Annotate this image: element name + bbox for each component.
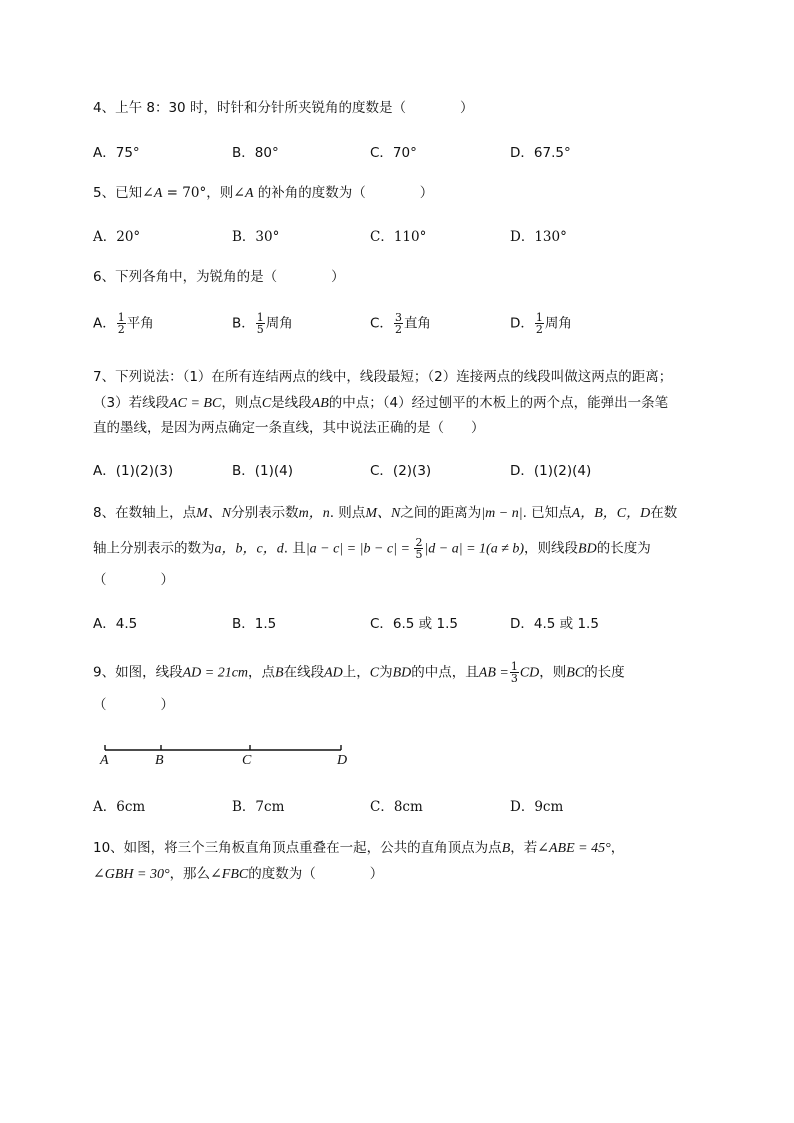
q7-segment: AB bbox=[311, 396, 329, 411]
q10-equation: ∠GBH = 30° bbox=[93, 867, 170, 882]
option-text: 平角 bbox=[126, 315, 154, 332]
q5-option-a: A．20° bbox=[93, 229, 141, 245]
q8-vars: a，b，c，d bbox=[214, 541, 284, 557]
q8-points: M、N bbox=[365, 506, 401, 521]
q8-text: 8、在数轴上，点 bbox=[93, 505, 197, 521]
q8-option-c: C．6.5 或 1.5 bbox=[370, 616, 458, 632]
q9-point: C bbox=[369, 665, 380, 681]
q8-text: 轴上分别表示的数为 bbox=[93, 540, 215, 557]
q6-option-b bbox=[232, 312, 293, 335]
q5-option-c: C．110° bbox=[370, 229, 427, 245]
q7-line-3: 直的墨线，是因为两点确定一条直线，其中说法正确的是（ ） bbox=[93, 420, 485, 436]
q9-option-d: D．9cm bbox=[510, 799, 564, 815]
q9-option-a: A．6cm bbox=[93, 799, 146, 815]
q6-stem: 6、下列各角中，为锐角的是（ ） bbox=[93, 269, 345, 285]
q5-option-b: B．30° bbox=[232, 229, 280, 245]
fraction bbox=[117, 312, 126, 335]
q10-text: 的度数为（ ） bbox=[248, 866, 384, 882]
q9-text: 在线段 bbox=[283, 664, 325, 681]
option-letter: A． bbox=[93, 315, 116, 332]
q6-option-a bbox=[93, 312, 154, 335]
fraction-numerator: 1 bbox=[510, 660, 518, 673]
q5-angle: ∠A bbox=[233, 186, 254, 201]
q4-option-c: C．70° bbox=[370, 145, 417, 161]
q9-segment: BD bbox=[392, 665, 412, 681]
q9-option-b: B．7cm bbox=[232, 799, 285, 815]
fraction-denominator: 2 bbox=[117, 323, 125, 336]
q7-option-a: A．(1)(2)(3) bbox=[93, 463, 174, 479]
q8-text: 之间的距离为 bbox=[400, 505, 482, 521]
fraction bbox=[394, 312, 403, 335]
point-label-c: C bbox=[242, 753, 252, 768]
q9-equation: AD = 21cm bbox=[182, 665, 249, 681]
q8-vars: m，n bbox=[298, 506, 330, 521]
q7-point: C bbox=[261, 396, 272, 411]
q9-point: B bbox=[275, 665, 284, 681]
q5-stem bbox=[93, 183, 433, 204]
fraction-numerator: 1 bbox=[535, 311, 543, 324]
q8-distance: |m − n| bbox=[481, 506, 523, 521]
q10-point: B bbox=[501, 841, 511, 856]
fraction-denominator: 5 bbox=[415, 548, 423, 561]
q8-text: 在数 bbox=[650, 505, 678, 521]
q7-text: 的中点；（4）经过刨平的木板上的两个点，能弹出一条笔 bbox=[328, 395, 669, 411]
q9-segment: AD bbox=[324, 665, 343, 681]
q9-line-2: （ ） bbox=[93, 697, 174, 713]
q10-text: ，若 bbox=[510, 840, 538, 856]
q8-option-d: D．4.5 或 1.5 bbox=[510, 616, 599, 632]
q9-equation: AB = bbox=[478, 665, 509, 681]
q9-text: 上， bbox=[342, 664, 370, 681]
segment-figure bbox=[100, 742, 350, 758]
q10-line-2 bbox=[93, 864, 383, 885]
q9-text: 的中点，且 bbox=[411, 664, 479, 681]
q10-text: ，那么 bbox=[169, 866, 211, 882]
option-letter: D． bbox=[510, 315, 534, 332]
fraction-numerator: 1 bbox=[256, 311, 264, 324]
q8-line-3: （ ） bbox=[93, 572, 174, 588]
q8-equation: |d − a| = 1(a ≠ b) bbox=[424, 541, 525, 557]
point-label-b: B bbox=[155, 753, 164, 768]
q7-text: 是线段 bbox=[271, 395, 312, 411]
fraction-numerator: 3 bbox=[394, 311, 402, 324]
q5-option-d: D．130° bbox=[510, 229, 567, 245]
q8-points: M、N bbox=[196, 506, 232, 521]
q6-option-d bbox=[510, 312, 572, 335]
point-label-d: D bbox=[337, 753, 348, 768]
q9-segment: CD bbox=[519, 665, 540, 681]
q7-equation: AC = BC bbox=[169, 396, 222, 411]
q8-text: 分别表示数 bbox=[231, 505, 299, 521]
q9-segment: BC bbox=[566, 665, 585, 681]
q9-text: 为 bbox=[379, 664, 393, 681]
point-label-a: A bbox=[100, 753, 109, 768]
q10-angle: ∠FBC bbox=[210, 867, 249, 882]
fraction-denominator: 2 bbox=[394, 323, 402, 336]
q5-angle: ∠A bbox=[142, 186, 163, 201]
option-letter: B． bbox=[232, 315, 255, 332]
q7-text: ，则点 bbox=[221, 395, 262, 411]
q8-points: A，B，C，D bbox=[571, 506, 651, 521]
q8-text: 的长度为 bbox=[596, 540, 651, 557]
q10-line-1 bbox=[93, 838, 624, 859]
q10-equation: ∠ABE = 45° bbox=[537, 841, 611, 856]
q7-text: （3）若线段 bbox=[93, 395, 170, 411]
q8-text: . 且 bbox=[283, 540, 306, 557]
fraction-denominator: 5 bbox=[256, 323, 264, 336]
option-text: 周角 bbox=[544, 315, 572, 332]
q8-text: . 已知点 bbox=[522, 505, 572, 521]
q7-line-1: 7、下列说法：（1）在所有连结两点的线中，线段最短；（2）连接两点的线段叫做这两点的距离； bbox=[93, 369, 673, 385]
q7-line-2 bbox=[93, 393, 668, 414]
q8-line-2 bbox=[93, 537, 651, 560]
option-text: 周角 bbox=[265, 315, 293, 332]
q9-text: ，则 bbox=[539, 664, 567, 681]
q10-text: ， bbox=[610, 840, 625, 856]
fraction-numerator: 1 bbox=[117, 311, 125, 324]
q5-text: = 70°，则 bbox=[162, 185, 234, 201]
q8-option-a: A．4.5 bbox=[93, 616, 138, 632]
q5-text: 5、已知 bbox=[93, 185, 143, 201]
q9-text: 的长度 bbox=[584, 664, 625, 681]
q5-text: 的补角的度数为（ ） bbox=[253, 185, 434, 201]
fraction bbox=[414, 537, 423, 560]
q4-option-d: D．67.5° bbox=[510, 145, 571, 161]
option-text: 直角 bbox=[403, 315, 431, 332]
fraction-denominator: 2 bbox=[535, 323, 543, 336]
q7-option-c: C．(2)(3) bbox=[370, 463, 432, 479]
fraction bbox=[256, 312, 265, 335]
q4-option-b: B．80° bbox=[232, 145, 279, 161]
q4-option-a: A．75° bbox=[93, 145, 140, 161]
q8-segment: BD bbox=[578, 541, 597, 557]
q8-text: ，则线段 bbox=[524, 540, 579, 557]
fraction bbox=[510, 661, 519, 684]
q8-equation: |a − c| = |b − c| = bbox=[305, 541, 414, 557]
fraction bbox=[535, 312, 544, 335]
q9-option-c: C．8cm bbox=[370, 799, 423, 815]
q7-option-b: B．(1)(4) bbox=[232, 463, 294, 479]
q8-option-b: B．1.5 bbox=[232, 616, 277, 632]
fraction-numerator: 2 bbox=[415, 536, 423, 549]
option-letter: C． bbox=[370, 315, 393, 332]
q8-text: . 则点 bbox=[329, 505, 366, 521]
q9-text: ，点 bbox=[248, 664, 276, 681]
q7-option-d: D．(1)(2)(4) bbox=[510, 463, 592, 479]
q10-text: 10、如图，将三个三角板直角顶点重叠在一起，公共的直角顶点为点 bbox=[93, 840, 502, 856]
q8-line-1 bbox=[93, 503, 677, 524]
q4-stem: 4、上午 8：30 时，时针和分针所夹锐角的度数是（ ） bbox=[93, 100, 474, 116]
q9-line-1 bbox=[93, 661, 625, 684]
fraction-denominator: 3 bbox=[510, 672, 518, 685]
q6-option-c bbox=[370, 312, 431, 335]
q9-text: 9、如图，线段 bbox=[93, 664, 183, 681]
